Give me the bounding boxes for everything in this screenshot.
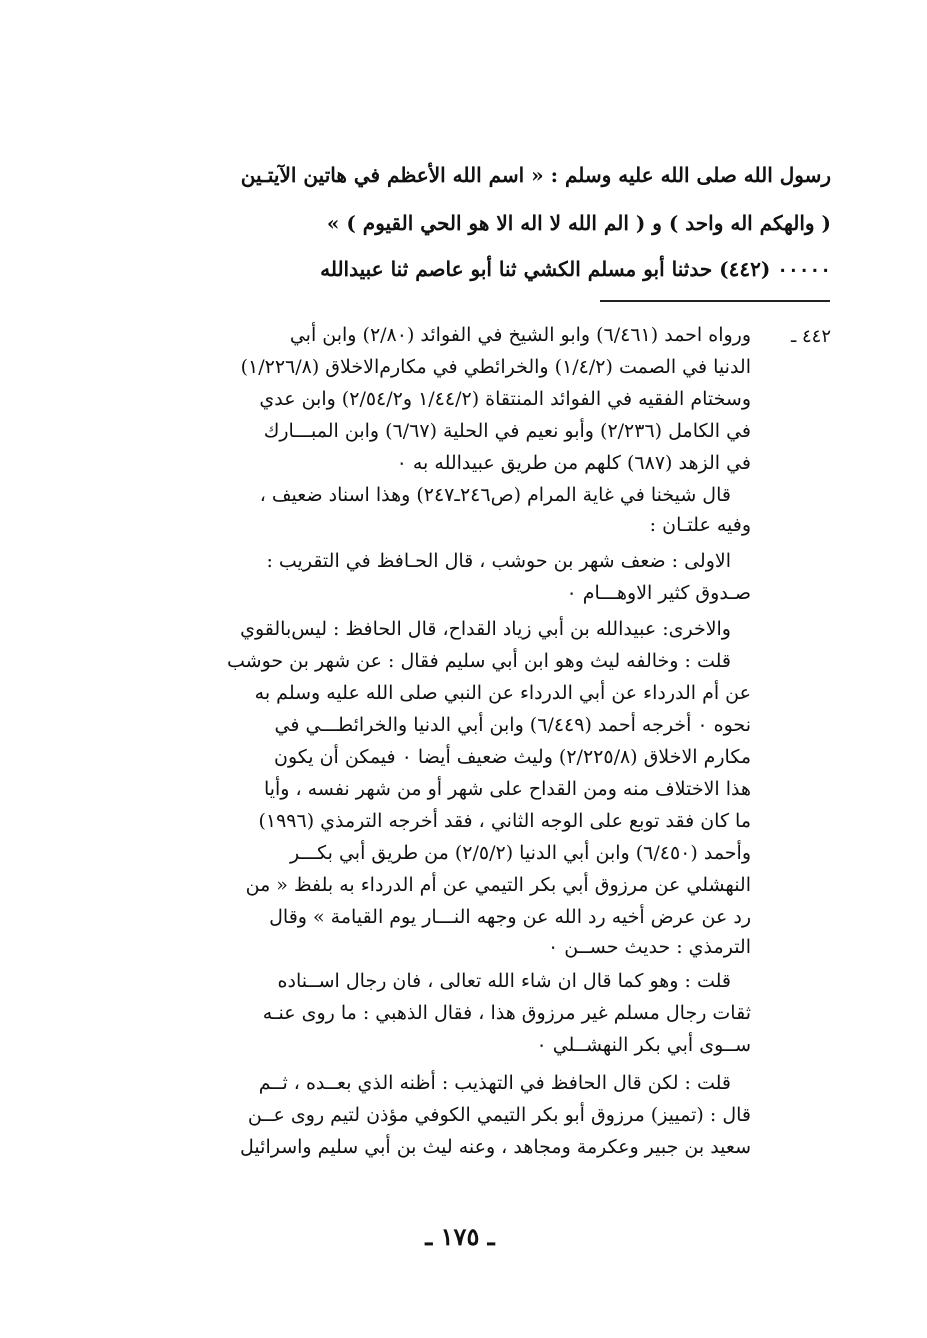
- footnote-line: سعيد بن جبير وعكرمة ومجاهد ، وعنه ليث بن أبي سليم واسرائيل: [240, 1136, 751, 1158]
- footnote-line: قلت : وهو كما قال ان شاء الله تعالى ، فان رجال اســناده: [277, 970, 731, 992]
- footnote-line: مكارم الاخلاق (٢/٢٢٥/٨) وليث ضعيف أيضا ٠ فيمكن أن يكون: [274, 746, 751, 768]
- footnote-line: قال : (تمييز) مرزوق أبو بكر التيمي الكوفي مؤذن لتيم روى عــن: [247, 1104, 751, 1126]
- footnote-line: وأحمد (٦/٤٥٠) وابن أبي الدنيا (٢/٥/٢) من طريق أبي بكـــر: [289, 842, 751, 864]
- footnote-line: الترمذي : حديث حســن ٠: [547, 936, 751, 958]
- main-text-line-1: رسول الله صلى الله عليه وسلم : « اسم الله الأعظم في هاتين الآيتـين: [240, 163, 831, 187]
- footnote-line: هذا الاختلاف منه ومن القداح على شهر أو من شهر نفسه ، وأيا: [263, 778, 751, 800]
- footnote-line: الدنيا في الصمت (١/٤/٢) والخرائطي في مكارم‌الاخلاق (١/٢٢٦/٨): [240, 356, 751, 378]
- footnote-separator: [600, 300, 830, 302]
- page-number: ـ ١٧٥ ـ: [425, 1222, 495, 1251]
- footnote-line: النهشلي عن مرزوق أبي بكر التيمي عن أم الدرداء به بلفظ « من: [245, 874, 751, 896]
- main-text-line-3: ٠٠٠٠٠ (٤٤٢) حدثنا أبو مسلم الكشي ثنا أبو عاصم ثنا عبيدالله: [320, 257, 831, 281]
- footnote-line: ما كان فقد توبع على الوجه الثاني ، فقد أخرجه الترمذي (١٩٩٦): [258, 810, 751, 832]
- footnote-line: في الزهد (٦٨٧) كلهم من طريق عبيدالله به ٠: [396, 452, 751, 474]
- footnote-line: وفيه علتـان :: [649, 514, 751, 536]
- footnote-line: ورواه احمد (٦/٤٦١) وابو الشيخ في الفوائد (٢/٨٠) وابن أبي: [289, 324, 751, 346]
- footnote-line: والاخرى: عبيدالله بن أبي زياد القداح، قال الحافظ : ليس‌بالقوي: [240, 618, 731, 640]
- main-text-line-2: ( والهكم اله واحد ) و ( الم الله لا اله الا هو الحي القيوم ) »: [326, 211, 831, 235]
- footnote-line: رد عن عرض أخيه رد الله عن وجهه النـــار يوم القيامة » وقال: [269, 906, 751, 928]
- footnote-line: قال شيخنا في غاية المرام (ص٢٤٦ـ٢٤٧) وهذا اسناد ضعيف ،: [259, 484, 731, 506]
- footnote-number: ٤٤٢ ـ: [790, 326, 831, 347]
- footnote-line: قلت : وخالفه ليث وهو ابن أبي سليم فقال : عن شهر بن حوشب: [227, 650, 731, 672]
- footnote-line: صـدوق كثير الاوهـــام ٠: [566, 582, 751, 604]
- footnote-line: وسختام الفقيه في الفوائد المنتقاة (١/٤٤/٢ و٢/٥٤/٢) وابن عدي: [259, 388, 751, 410]
- footnote-line: ثقات رجال مسلم غير مرزوق هذا ، فقال الذهبي : ما روى عنـه: [262, 1002, 751, 1024]
- footnote-line: قلت : لكن قال الحافظ في التهذيب : أظنه الذي بعــده ، ثــم: [258, 1072, 731, 1094]
- footnote-line: عن أم الدرداء عن أبي الدرداء عن النبي صلى الله عليه وسلم به: [254, 682, 751, 704]
- footnote-line: في الكامل (٢/٢٣٦) وأبو نعيم في الحلية (٦/٦٧) وابن المبـــارك: [263, 420, 751, 442]
- footnote-line: الاولى : ضعف شهر بن حوشب ، قال الحـافظ في التقريب :: [266, 550, 731, 572]
- footnote-line: ســوى أبي بكر النهشــلي ٠: [536, 1034, 751, 1056]
- footnote-line: نحوه ٠ أخرجه أحمد (٦/٤٤٩) وابن أبي الدنيا والخرائطـــي في: [274, 714, 751, 736]
